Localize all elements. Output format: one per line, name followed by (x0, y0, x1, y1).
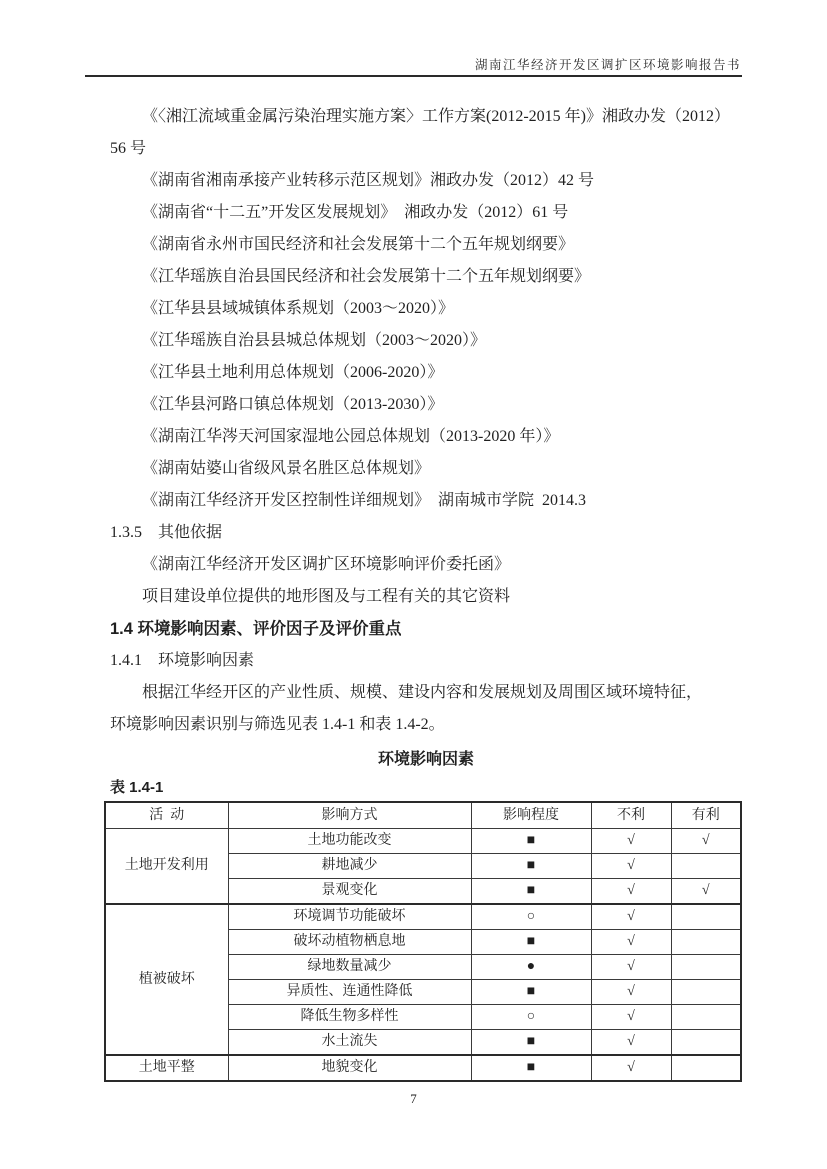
reference-line: 《湖南省“十二五”开发区发展规划》 湘政办发（2012）61 号 (142, 204, 569, 221)
impact-degree-cell: ■ (471, 1055, 591, 1081)
beneficial-cell: √ (671, 879, 741, 905)
adverse-cell: √ (591, 980, 671, 1005)
table-header-row (105, 802, 741, 829)
impact-degree-cell: ■ (471, 1030, 591, 1056)
section-heading-1-4-1: 1.4.1 环境影响因素 (110, 652, 255, 669)
activity-cell: 植被破坏 (105, 904, 228, 1055)
body-paragraph-line: 项目建设单位提供的地形图及与工程有关的其它资料 (142, 588, 511, 605)
adverse-cell: √ (591, 1005, 671, 1030)
impact-mode-cell: 环境调节功能破坏 (228, 904, 471, 930)
reference-line: 《江华县土地利用总体规划（2006-2020）》 (142, 364, 444, 381)
impact-mode-cell: 破坏动植物栖息地 (228, 930, 471, 955)
impact-degree-cell: ■ (471, 879, 591, 905)
col-header-adverse: 不利 (591, 802, 671, 829)
table-title: 环境影响因素 (377, 751, 474, 768)
reference-line: 《湖南省永州市国民经济和社会发展第十二个五年规划纲要》 (142, 236, 575, 253)
impact-mode-cell: 景观变化 (228, 879, 471, 905)
adverse-cell: √ (591, 1055, 671, 1081)
impact-mode-cell: 水土流失 (228, 1030, 471, 1056)
col-header-impact-degree: 影响程度 (471, 802, 591, 829)
reference-line: 《〈湘江流域重金属污染治理实施方案〉工作方案(2012-2015 年)》湘政办发（2012） (142, 108, 730, 125)
impact-mode-cell: 降低生物多样性 (228, 1005, 471, 1030)
adverse-cell: √ (591, 955, 671, 980)
running-header-title: 湖南江华经济开发区调扩区环境影响报告书 (474, 58, 741, 72)
impact-mode-cell: 绿地数量减少 (228, 955, 471, 980)
reference-line: 《湖南江华经济开发区控制性详细规划》 湖南城市学院 2014.3 (142, 492, 587, 509)
beneficial-cell: √ (671, 829, 741, 854)
adverse-cell: √ (591, 904, 671, 930)
reference-line: 《湖南省湘南承接产业转移示范区规划》湘政办发（2012）42 号 (142, 172, 595, 189)
reference-line: 《湖南姑婆山省级风景名胜区总体规划》 (142, 460, 431, 477)
beneficial-cell (671, 980, 741, 1005)
activity-cell: 土地平整 (105, 1055, 228, 1081)
col-header-beneficial: 有利 (671, 802, 741, 829)
impact-mode-cell: 地貌变化 (228, 1055, 471, 1081)
reference-line: 《江华县河路口镇总体规划（2013-2030）》 (142, 396, 444, 413)
reference-line: 《江华瑶族自治县县城总体规划（2003～2020）》 (142, 332, 487, 349)
beneficial-cell (671, 1005, 741, 1030)
col-header-impact-mode: 影响方式 (228, 802, 471, 829)
impact-degree-cell: ■ (471, 980, 591, 1005)
section-heading-1-3-5: 1.3.5 其他依据 (110, 524, 223, 541)
body-paragraph-line: 根据江华经开区的产业性质、规模、建设内容和发展规划及周围区域环境特征， (142, 684, 703, 701)
reference-line: 《湖南江华经济开发区调扩区环境影响评价委托函》 (142, 556, 511, 573)
header-rule (85, 75, 742, 77)
impact-mode-cell: 土地功能改变 (228, 829, 471, 854)
beneficial-cell (671, 955, 741, 980)
beneficial-cell (671, 1030, 741, 1056)
impact-degree-cell: ● (471, 955, 591, 980)
col-header-activity: 活 动 (105, 802, 228, 829)
reference-line: 《江华县县域城镇体系规划（2003～2020）》 (142, 300, 455, 317)
beneficial-cell (671, 930, 741, 955)
document-body (110, 101, 742, 1082)
impact-degree-cell: ■ (471, 930, 591, 955)
impact-factors-table (104, 801, 742, 1082)
adverse-cell: √ (591, 879, 671, 905)
adverse-cell: √ (591, 854, 671, 879)
adverse-cell: √ (591, 829, 671, 854)
beneficial-cell (671, 1055, 741, 1081)
impact-degree-cell: ○ (471, 1005, 591, 1030)
body-paragraph-line: 环境影响因素识别与筛选见表 1.4-1 和表 1.4-2。 (110, 716, 445, 733)
impact-degree-cell: ■ (471, 829, 591, 854)
activity-cell: 土地开发利用 (105, 829, 228, 905)
section-heading-1-4: 1.4 环境影响因素、评价因子及评价重点 (110, 620, 402, 638)
table-row (105, 829, 741, 854)
beneficial-cell (671, 904, 741, 930)
impact-degree-cell: ■ (471, 854, 591, 879)
adverse-cell: √ (591, 1030, 671, 1056)
adverse-cell: √ (591, 930, 671, 955)
reference-line-continued: 56 号 (110, 140, 147, 157)
table-label: 表 1.4-1 (110, 779, 164, 796)
page-number: 7 (410, 1091, 417, 1106)
table-row (105, 1055, 741, 1081)
impact-mode-cell: 耕地减少 (228, 854, 471, 879)
reference-line: 《江华瑶族自治县国民经济和社会发展第十二个五年规划纲要》 (142, 268, 591, 285)
table-row (105, 904, 741, 930)
beneficial-cell (671, 854, 741, 879)
reference-line: 《湖南江华涔天河国家湿地公园总体规划（2013-2020 年）》 (142, 428, 560, 445)
impact-mode-cell: 异质性、连通性降低 (228, 980, 471, 1005)
impact-degree-cell: ○ (471, 904, 591, 930)
